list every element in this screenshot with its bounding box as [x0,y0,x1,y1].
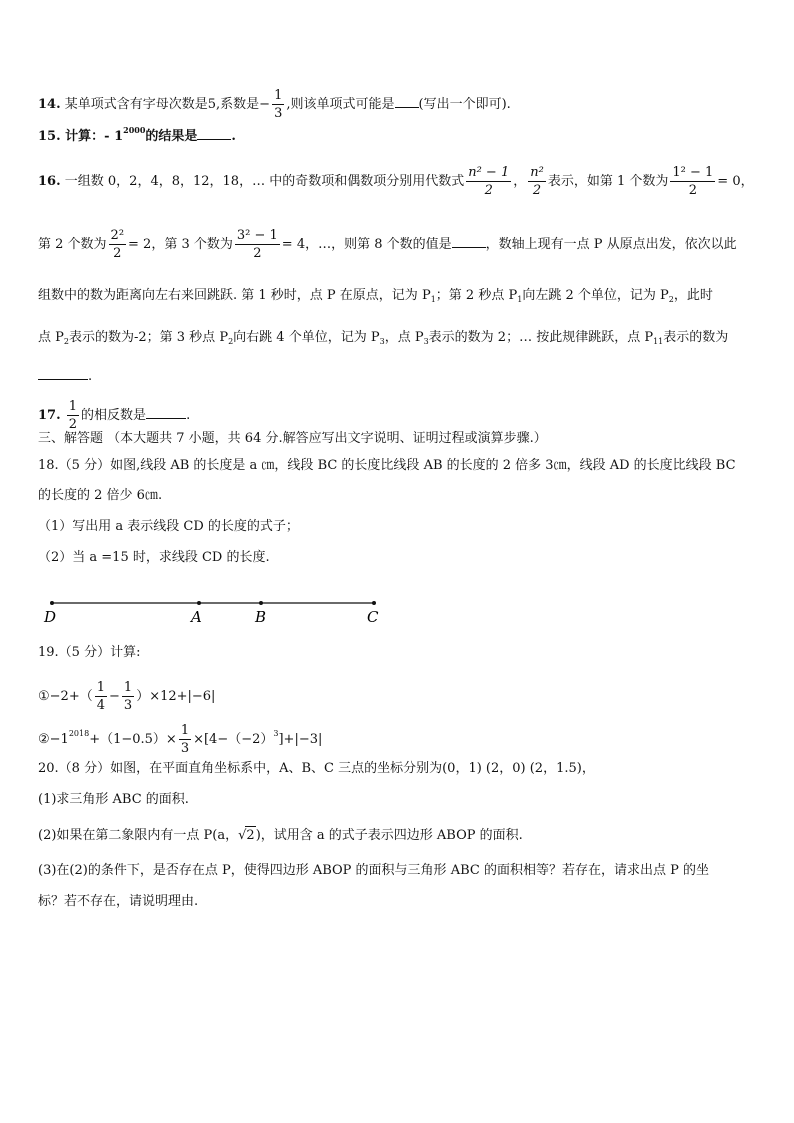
question-20-part-1: (1)求三角形 ABC 的面积. [38,792,189,807]
fraction-quarter: $\frac{1}{4}$ [96,680,105,713]
comma: ， [513,174,527,189]
question-text: = 2，第 3 个数为 [128,237,233,252]
question-text: ，点 P [384,330,424,345]
exponent: 3 [273,729,279,738]
question-text: 的相反数是 [81,408,147,423]
question-20-part-2: (2)如果在第二象限内有一点 P(a，√2)，试用含 a 的式子表示四边形 ABOP 的面积. [38,828,523,843]
exponent: 2018 [68,729,90,738]
question-text: ，数轴上现有一点 P 从原点出发，依次以此 [485,237,737,252]
question-14 [38,87,511,122]
fraction-half: $\frac{1}{2}$ [68,399,78,432]
question-text: 向右跳 4 个单位，记为 P [233,330,380,345]
minus-sign: − [259,97,271,112]
question-16-line-3 [38,287,713,305]
point-b [259,601,263,605]
question-18-part-2: （2）当 a =15 时，求线段 CD 的长度. [38,550,270,565]
question-text: = 4，…，则第 8 个数的值是 [281,237,452,252]
fraction-third: $\frac{1}{3}$ [180,723,190,756]
question-number: 14. [38,97,61,112]
question-text: 点 P [38,330,64,345]
question-text: ；第 2 秒点 P [435,288,518,303]
answer-blank [452,233,486,248]
answer-blank [146,404,186,419]
period: . [186,408,191,423]
expression-text: +（1−0.5）× [89,732,177,747]
question-20-line-1: 20.（8 分）如图，在平面直角坐标系中，A、B、C 三点的坐标分别为(0，1) (2，0) (2，1.5)， [38,761,595,776]
question-20-part-3-line-2: 标？若不存在，请说明理由. [38,894,199,909]
point-a [197,601,201,605]
question-16-line-2 [38,227,737,262]
question-text: 某单项式含有字母次数是5,系数是 [64,97,260,112]
expression: - 1 [104,129,124,144]
question-text: = 0， [717,174,754,189]
question-number: 17. [38,408,61,423]
question-text: 表示，如第 1 个数为 [547,174,669,189]
fraction-example-3: $\frac{\text{3² − 1}}{2}$ [236,228,278,261]
subscript: 2 [63,337,69,346]
subscript: 3 [379,337,385,346]
fraction-even-term: $\frac{\text{n²}}{2}$ [530,165,544,198]
subscript: 1 [517,295,523,304]
question-text: ,则该单项式可能是 [286,97,395,112]
question-number: 16. [38,174,61,189]
point-c [372,601,376,605]
question-18-line-1: 18.（5 分）如图,线段 AB 的长度是 a ㎝，线段 BC 的长度比线段 AB 的长度的 2 倍多 3㎝，线段 AD 的长度比线段 BC [38,458,736,473]
question-15 [38,125,236,146]
question-text: 一组数 0，2，4，8，12，18，… 中的奇数项和偶数项分别用代数式 [64,174,465,189]
question-18-part-1: （1）写出用 a 表示线段 CD 的长度的式子； [38,519,299,534]
expression-text: ]+|−3| [278,732,323,747]
question-19-expression-1 [38,679,215,714]
answer-blank [38,365,88,380]
question-text: 第 2 个数为 [38,237,107,252]
question-16-line-5 [38,365,92,386]
exponent: 2000 [123,125,146,135]
label-d: D [44,608,57,626]
question-text: 表示的数为-2；第 3 秒点 P [68,330,229,345]
point-d [50,601,54,605]
fraction-example-2: $\frac{\text{2²}}{2}$ [110,228,125,261]
question-text: 组数中的数为距离向左右来回跳跃. 第 1 秒时，点 P 在原点，记为 P [38,288,431,303]
question-16-line-4 [38,329,728,347]
question-text: (写出一个即可). [418,97,511,112]
question-text: )，试用含 a 的式子表示四边形 ABOP 的面积. [255,828,523,843]
subscript: 1 [430,295,436,304]
question-number: 15. [38,129,61,144]
question-text: 的结果是 [145,129,198,144]
question-text: (2)如果在第二象限内有一点 P(a， [38,828,239,843]
question-17 [38,398,190,433]
subscript: 3 [423,337,429,346]
answer-blank [197,125,231,140]
period: . [231,129,236,144]
fraction-odd-term: $\frac{\text{n² − 1}}{2}$ [468,165,510,198]
fraction-example-1: $\frac{\text{1² − 1}}{2}$ [672,165,714,198]
question-text: 表示的数为 [663,330,729,345]
question-19-heading: 19.（5 分）计算: [38,645,141,660]
label-b: B [255,608,267,626]
question-text: ，此时 [673,288,713,303]
label-a: A [191,608,202,626]
question-text: 计算： [65,129,105,144]
question-18-line-2: 的长度的 2 倍少 6㎝. [38,488,163,503]
period: . [88,369,93,384]
radicand: 2 [246,828,255,843]
question-text: 向左跳 2 个单位，记为 P [522,288,669,303]
question-16-line-1 [38,164,754,199]
subscript: 2 [228,337,234,346]
label-c: C [367,608,379,626]
subscript: 2 [668,295,674,304]
expression-text: ②−1 [38,732,69,747]
question-19-expression-2 [38,722,322,757]
subscript: 11 [653,337,664,346]
segment-figure [40,592,390,628]
expression-text: ）×12+|−6| [136,689,216,704]
expression-text: ①−2+（ [38,689,93,704]
question-20-part-3-line-1: (3)在(2)的条件下，是否存在点 P，使得四边形 ABOP 的面积与三角形 ABC 的面积相等？若存在，请求出点 P 的坐 [38,863,709,878]
question-text: 表示的数为 2；… 按此规律跳跃，点 P [428,330,654,345]
section-heading: 三、解答题 （本大题共 7 小题，共 64 分.解答应写出文字说明、证明过程或演算步骤.） [38,431,547,446]
answer-blank [395,93,419,108]
fraction-third: $\frac{1}{3}$ [123,680,133,713]
minus-sign: − [109,689,120,704]
fraction-coefficient: $\frac{1}{3}$ [274,88,283,121]
expression-text: ×[4−（−2） [193,732,274,747]
